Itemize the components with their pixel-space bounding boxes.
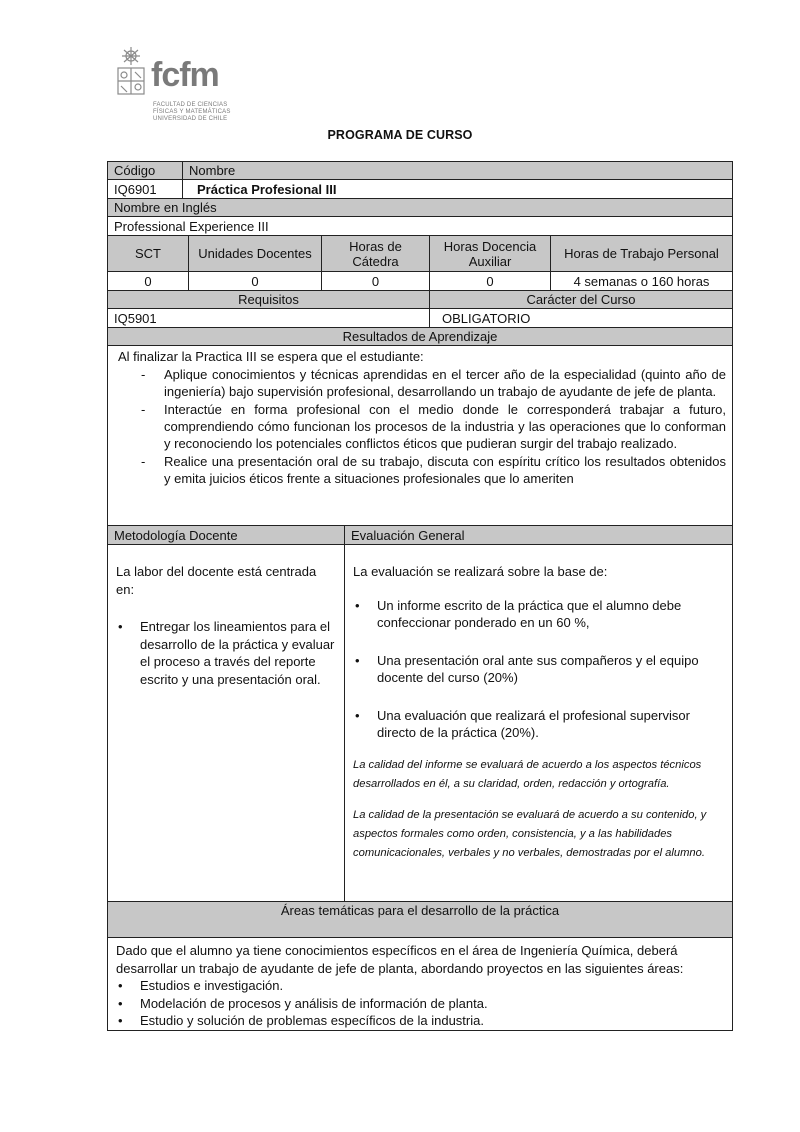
course-program-table <box>107 161 733 1031</box>
evaluation-note: La calidad de la presentación se evaluará de acuerdo a su contenido, y aspectos formales como orden, consistencia, y a las habilidades comunicacionales, verbales y no verbales, demostradas por el alumno. <box>353 808 707 859</box>
areas-header: Áreas temáticas para el desarrollo de la práctica <box>280 903 560 918</box>
hours-header-auxiliar: Horas Docencia Auxiliar <box>429 236 550 271</box>
outcomes-intro: Al finalizar la Practica III se espera que el estudiante: <box>118 349 424 364</box>
hours-header-row <box>107 236 733 272</box>
course-header-row <box>107 161 733 180</box>
list-item: • Estudios e investigación. <box>118 978 284 993</box>
requirements-header: Requisitos <box>238 292 299 307</box>
hours-catedra: 0 <box>321 272 429 290</box>
university-logo <box>113 46 243 130</box>
hours-unidades: 0 <box>188 272 321 290</box>
methodology-header: Metodología Docente <box>114 527 238 543</box>
method-eval-header-row <box>107 526 733 545</box>
hours-auxiliar: 0 <box>429 272 550 290</box>
logo-subtitle: FACULTAD DE CIENCIAS FÍSICAS Y MATEMÁTICAS UNIVERSIDAD DE CHILE <box>153 102 231 122</box>
list-item: - Interactúe en forma profesional con el medio donde le corresponderá trabajar a futuro, comprendiendo cómo funcionan los procesos de la industria y las operaciones que lo conforman y reconociendo los potenciales conflictos éticos que pudieran surgir del trabajo realizado. <box>141 402 726 451</box>
list-item: • Estudio y solución de problemas específicos de la industria. <box>118 1013 484 1028</box>
english-name: Professional Experience III <box>114 218 269 234</box>
list-item: • Entregar los lineamientos para el desarrollo de la práctica y evaluar el proceso a través del reporte escrito y una presentación oral. <box>118 619 335 687</box>
requirements-header-row <box>107 291 733 309</box>
list-item: • Una presentación oral ante sus compañeros y el equipo docente del curso (20%) <box>355 652 699 685</box>
english-value-row <box>107 217 733 236</box>
outcomes-list <box>118 366 726 487</box>
outcomes-body-row <box>107 346 733 526</box>
english-header-row <box>107 199 733 217</box>
hours-header-catedra: Horas de Cátedra <box>321 236 429 271</box>
areas-intro: Dado que el alumno ya tiene conocimientos específicos en el área de Ingeniería Química, deberá desarrollar un trabajo de ayudante de jefe de planta, abordando proyectos en las siguientes áreas: <box>116 943 684 976</box>
evaluation-note: La calidad del informe se evaluará de acuerdo a los aspectos técnicos desarrollados en él, a su claridad, orden, redacción y ortografía. <box>353 758 702 790</box>
evaluation-intro: La evaluación se realizará sobre la base de: <box>353 564 608 579</box>
areas-header-row <box>107 902 733 938</box>
course-name: Práctica Profesional III <box>182 180 732 198</box>
methodology-intro: La labor del docente está centrada en: <box>116 564 317 597</box>
hours-header-unidades: Unidades Docentes <box>188 236 321 271</box>
requirements-value: IQ5901 <box>114 310 157 326</box>
areas-body-row <box>107 938 733 1031</box>
course-code: IQ6901 <box>114 181 157 197</box>
hours-sct: 0 <box>144 273 152 289</box>
hours-value-row <box>107 272 733 291</box>
methodology-body <box>108 545 344 901</box>
outcomes-header-row <box>107 328 733 346</box>
list-item: - Aplique conocimientos y técnicas aprendidas en el tercer año de la especialidad (quinto año de ingeniería) bajo supervisión profesional, desarrollando un trabajo de ayudante de jefe de planta. <box>141 367 726 399</box>
areas-body <box>108 938 732 1030</box>
outcomes-body <box>108 346 732 525</box>
code-header: Código <box>114 163 156 178</box>
hours-header-sct: SCT <box>135 246 161 261</box>
english-name-header: Nombre en Inglés <box>114 200 217 215</box>
course-value-row <box>107 180 733 199</box>
name-header: Nombre <box>182 162 732 179</box>
method-eval-body-row <box>107 545 733 902</box>
list-item: • Modelación de procesos y análisis de información de planta. <box>118 995 488 1011</box>
character-value: OBLIGATORIO <box>429 309 732 327</box>
university-seal-icon <box>113 46 149 102</box>
list-item: • Un informe escrito de la práctica que el alumno debe confeccionar ponderado en un 60 %, <box>355 597 682 630</box>
list-item: - Realice una presentación oral de su trabajo, discuta con espíritu crítico los resultados obtenidos y emita juicios éticos frente a situaciones profesionales que lo ameriten <box>141 454 726 486</box>
document-title: PROGRAMA DE CURSO <box>327 128 473 142</box>
evaluation-header: Evaluación General <box>344 526 732 544</box>
hours-header-personal: Horas de Trabajo Personal <box>550 236 732 271</box>
list-item: • Una evaluación que realizará el profesional supervisor directo de la práctica (20%). <box>355 707 690 740</box>
evaluation-body <box>344 545 732 901</box>
hours-personal: 4 semanas o 160 horas <box>550 272 732 290</box>
outcomes-header: Resultados de Aprendizaje <box>342 329 498 344</box>
logo-wordmark: fcfm <box>151 56 219 94</box>
requirements-value-row <box>107 309 733 328</box>
character-header: Carácter del Curso <box>429 291 732 308</box>
